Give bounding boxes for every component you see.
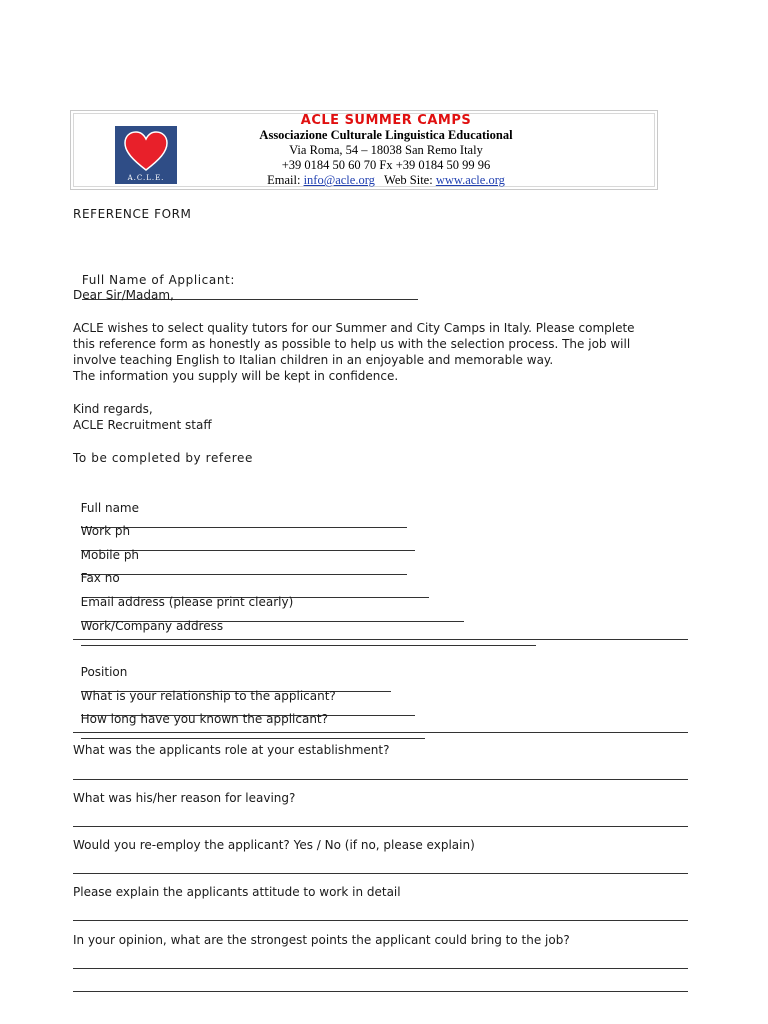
referee-heading: To be completed by referee — [73, 451, 253, 465]
full-name-label: Full name — [80, 501, 140, 515]
question-attitude: Please explain the applicants attitude to work in detail — [73, 885, 401, 899]
question-reemploy: Would you re-employ the applicant? Yes / No (if no, please explain) — [73, 838, 475, 852]
answer-strongest-line-2[interactable] — [73, 991, 688, 992]
intro-line-1: ACLE wishes to select quality tutors for our Summer and City Camps in Italy. Please complete — [73, 321, 635, 335]
relationship-label: What is your relationship to the applicant? — [80, 689, 336, 703]
answer-reemploy-line[interactable] — [73, 873, 688, 874]
address-row — [73, 602, 536, 650]
intro-line-2: this reference form as honestly as possible to help us with the selection process. The job will — [73, 337, 631, 351]
org-contact — [201, 173, 571, 188]
org-name: ACLE SUMMER CAMPS — [300, 113, 472, 128]
email-link[interactable]: info@acle.org — [303, 173, 375, 187]
known-label: How long have you known the applicant? — [80, 712, 328, 726]
applicant-name-label: Full Name of Applicant: — [81, 273, 235, 287]
closing: Kind regards, — [73, 402, 153, 416]
work-ph-label: Work ph — [80, 524, 131, 538]
known-continuation-line[interactable] — [73, 732, 688, 733]
website-label: Web Site: — [384, 173, 433, 187]
answer-role-line[interactable] — [73, 779, 688, 780]
question-leaving: What was his/her reason for leaving? — [73, 791, 296, 805]
fax-no-label: Fax no — [80, 571, 120, 585]
letterhead — [70, 110, 658, 190]
position-label: Position — [80, 665, 128, 679]
org-address: Via Roma, 54 – 18038 San Remo Italy — [289, 143, 483, 157]
intro-line-3: involve teaching English to Italian children in an enjoyable and memorable way. — [73, 353, 554, 367]
answer-leaving-line[interactable] — [73, 826, 688, 827]
intro-line-4: The information you supply will be kept in confidence. — [73, 369, 399, 383]
heart-icon — [123, 130, 169, 172]
website-link[interactable]: www.acle.org — [435, 173, 505, 187]
known-field[interactable] — [81, 727, 425, 739]
form-title: REFERENCE FORM — [73, 207, 192, 221]
known-row — [73, 695, 425, 743]
answer-attitude-line[interactable] — [73, 920, 688, 921]
answer-strongest-line-1[interactable] — [73, 968, 688, 969]
mobile-ph-label: Mobile ph — [80, 548, 140, 562]
address-field[interactable] — [81, 634, 536, 646]
letterhead-text — [201, 113, 571, 188]
email-label: Email: — [267, 173, 301, 187]
question-role: What was the applicants role at your establishment? — [73, 743, 390, 757]
acle-logo — [115, 126, 177, 184]
address-label: Work/Company address — [80, 619, 224, 633]
logo-text: A.C.L.E. — [127, 174, 165, 182]
salutation: Dear Sir/Madam, — [73, 288, 174, 302]
signature: ACLE Recruitment staff — [73, 418, 212, 432]
question-strongest: In your opinion, what are the strongest points the applicant could bring to the job? — [73, 933, 570, 947]
address-continuation-line[interactable] — [73, 639, 688, 640]
association-name: Associazione Culturale Linguistica Educational — [259, 128, 513, 142]
org-phone-fax: +39 0184 50 60 70 Fx +39 0184 50 99 96 — [281, 158, 491, 172]
email-field-label: Email address (please print clearly) — [80, 595, 294, 609]
